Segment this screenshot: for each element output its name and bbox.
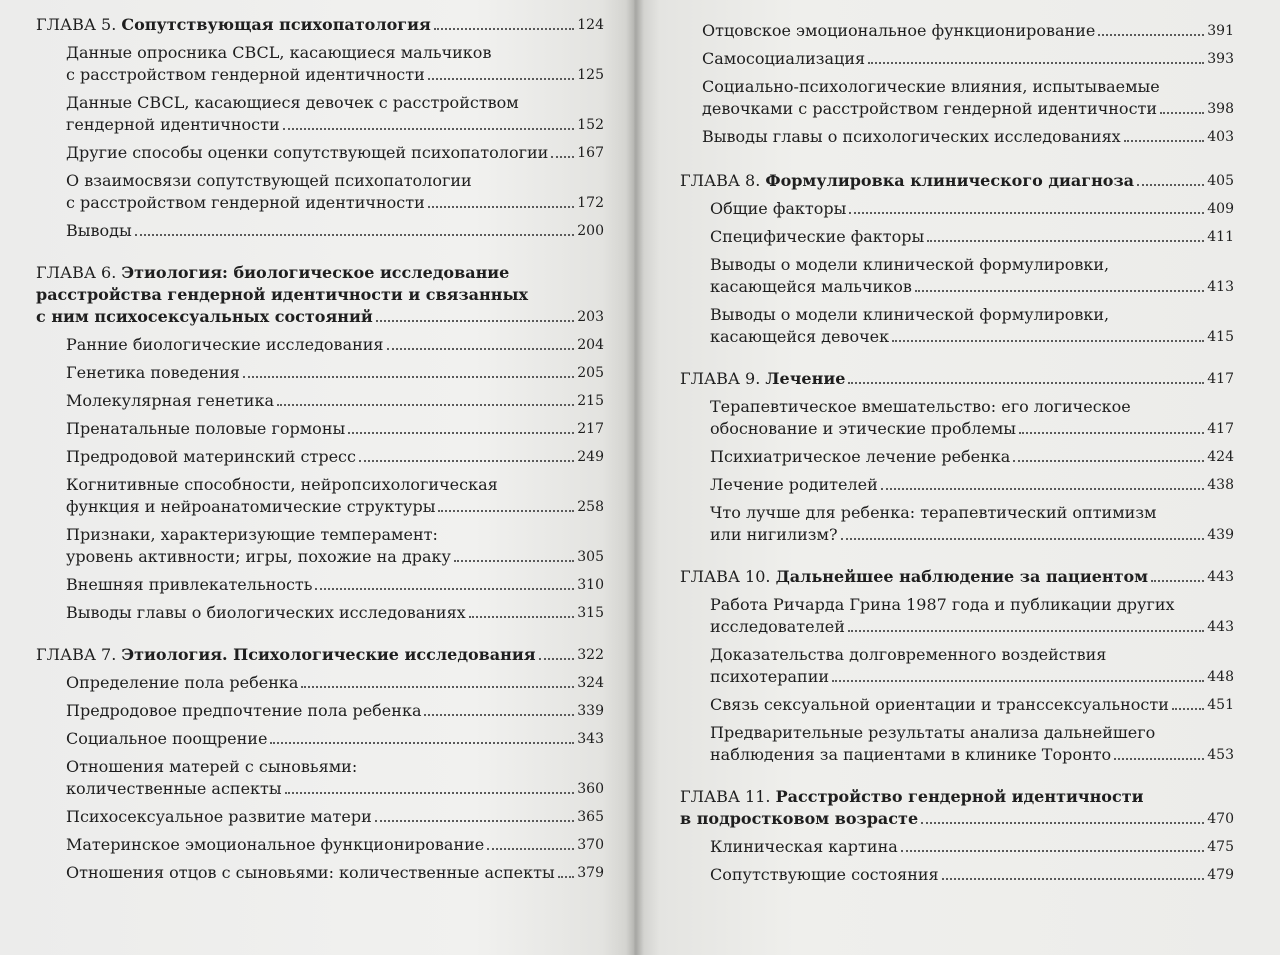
right-page — [634, 0, 1280, 955]
toc-entry: Работа Ричарда Грина 1987 года и публикации других исследователей 443 — [710, 595, 1234, 636]
chapter-title: Формулировка клинического диагноза — [765, 171, 1135, 190]
page-number: 405 — [1207, 173, 1234, 189]
toc-entry: Сопутствующие состояния 479 — [710, 865, 1234, 884]
chapter-title: Лечение — [765, 369, 846, 388]
page-number: 443 — [1207, 569, 1234, 585]
toc-entry: Психосексуальное развитие матери 365 — [66, 807, 604, 826]
chapter-7 — [36, 644, 604, 884]
toc-entry: Пренатальные половые гормоны 217 — [66, 419, 604, 438]
chapter-5 — [36, 14, 604, 242]
toc-entry: Данные опросника CBCL, касающиеся мальчиков с расстройством гендерной идентичности 125 — [66, 43, 604, 84]
toc-entry: Что лучше для ребенка: терапевтический оптимизм или нигилизм? 439 — [710, 503, 1234, 544]
chapter-heading: ГЛАВА 5. Сопутствующая психопатология 124 — [36, 15, 604, 34]
page-number: 409 — [1207, 201, 1234, 217]
toc-entry: Генетика поведения 205 — [66, 363, 604, 382]
toc-entry: Выводы о модели клинической формулировки, касающейся девочек 415 — [710, 305, 1234, 346]
toc-entry: Внешняя привлекательность 310 — [66, 575, 604, 594]
page-number: 438 — [1207, 477, 1234, 493]
chapter-heading: ГЛАВА 11. Расстройство гендерной идентичности — [680, 787, 1144, 806]
page-number: 204 — [577, 337, 604, 353]
chapter-11: ГЛАВА 11. Расстройство гендерной идентичности в подростковом возрасте 470 Клиническая картина 475 Сопутствующие состояния 479 — [680, 787, 1234, 884]
toc-entry: Выводы о модели клинической формулировки, касающейся мальчиков 413 — [710, 255, 1234, 296]
toc-entry: Связь сексуальной ориентации и транссексуальности 451 — [710, 695, 1234, 714]
page-number: 479 — [1207, 867, 1234, 883]
toc-entry: Определение пола ребенка 324 — [66, 673, 604, 692]
toc-entry: Социальное поощрение 343 — [66, 729, 604, 748]
page-number: 124 — [577, 17, 604, 33]
toc-entry: Клиническая картина 475 — [710, 837, 1234, 856]
page-number: 200 — [577, 223, 604, 239]
page-number: 451 — [1207, 697, 1234, 713]
page-number: 315 — [577, 605, 604, 621]
page-number: 470 — [1207, 811, 1234, 827]
page-number: 417 — [1207, 421, 1234, 437]
toc-entry: Предродовой материнский стресс 249 — [66, 447, 604, 466]
page-number: 310 — [577, 577, 604, 593]
toc-entry: Другие способы оценки сопутствующей психопатологии 167 — [66, 143, 604, 162]
toc-entry: Данные CBCL, касающиеся девочек с расстройством гендерной идентичности 152 — [66, 93, 604, 134]
page-number: 167 — [577, 145, 604, 161]
page-number: 403 — [1207, 129, 1234, 145]
toc-entry: Ранние биологические исследования 204 — [66, 335, 604, 354]
page-number: 411 — [1207, 229, 1234, 245]
chapter-heading: ГЛАВА 10. Дальнейшее наблюдение за пациентом 443 — [680, 567, 1234, 586]
toc-entry: Материнское эмоциональное функционирование 370 — [66, 835, 604, 854]
toc-entry: Психиатрическое лечение ребенка 424 — [710, 447, 1234, 466]
page-number: 205 — [577, 365, 604, 381]
chapter-9 — [680, 368, 1234, 546]
page-number: 203 — [577, 309, 604, 325]
page-number: 217 — [577, 421, 604, 437]
chapter-heading: ГЛАВА 9. Лечение 417 — [680, 369, 1234, 388]
page-number: 258 — [577, 499, 604, 515]
page-number: 249 — [577, 449, 604, 465]
page-number: 443 — [1207, 619, 1234, 635]
page-number: 322 — [577, 647, 604, 663]
page-number: 453 — [1207, 747, 1234, 763]
chapter-heading: ГЛАВА 8. Формулировка клинического диагноза 405 — [680, 171, 1234, 190]
page-number: 415 — [1207, 329, 1234, 345]
toc-entry: Отцовское эмоциональное функционирование 391 — [702, 21, 1234, 40]
toc-entry: Предварительные результаты анализа дальнейшего наблюдения за пациентами в клинике Торонто 453 — [710, 723, 1234, 764]
book-gutter — [626, 0, 644, 955]
toc-entry: О взаимосвязи сопутствующей психопатологии с расстройством гендерной идентичности 172 — [66, 171, 604, 212]
page-number: 339 — [577, 703, 604, 719]
toc-entry: Доказательства долговременного воздействия психотерапии 448 — [710, 645, 1234, 686]
toc-entry: Общие факторы 409 — [710, 199, 1234, 218]
chapter-title: Сопутствующая психопатология — [121, 15, 431, 34]
left-page — [0, 0, 634, 955]
dot-leader — [434, 28, 574, 30]
page-number: 398 — [1207, 101, 1234, 117]
toc-entry: Самосоциализация 393 — [702, 49, 1234, 68]
chapter-title: Дальнейшее наблюдение за пациентом — [775, 567, 1149, 586]
toc-entry: Социально-психологические влияния, испытываемые девочками с расстройством гендерной идентичности 398 — [702, 77, 1234, 118]
chapter-8 — [680, 170, 1234, 348]
chapter-7-continued — [680, 20, 1234, 148]
page-number: 215 — [577, 393, 604, 409]
toc-entry: Когнитивные способности, нейропсихологическая функция и нейроанатомические структуры 258 — [66, 475, 604, 516]
toc-entry: Предродовое предпочтение пола ребенка 339 — [66, 701, 604, 720]
page-number: 343 — [577, 731, 604, 747]
page-number: 360 — [577, 781, 604, 797]
page-number: 379 — [577, 865, 604, 881]
page-number: 370 — [577, 837, 604, 853]
page-number: 152 — [577, 117, 604, 133]
toc-entry: Специфические факторы 411 — [710, 227, 1234, 246]
toc-entry: Отношения отцов с сыновьями: количественные аспекты 379 — [66, 863, 604, 882]
page-number: 393 — [1207, 51, 1234, 67]
toc-entry: Признаки, характеризующие темперамент: уровень активности; игры, похожие на драку 305 — [66, 525, 604, 566]
page-number: 424 — [1207, 449, 1234, 465]
toc-entry: Выводы 200 — [66, 221, 604, 240]
chapter-title: Этиология. Психологические исследования — [121, 645, 536, 664]
toc-entry: Молекулярная генетика 215 — [66, 391, 604, 410]
page-number: 305 — [577, 549, 604, 565]
toc-entry: Терапевтическое вмешательство: его логическое обоснование и этические проблемы 417 — [710, 397, 1234, 438]
chapter-heading: ГЛАВА 7. Этиология. Психологические исследования 322 — [36, 645, 604, 664]
page-number: 475 — [1207, 839, 1234, 855]
page-number: 324 — [577, 675, 604, 691]
page-number: 439 — [1207, 527, 1234, 543]
toc-entry: Выводы главы о биологических исследованиях 315 — [66, 603, 604, 622]
page-number: 413 — [1207, 279, 1234, 295]
toc-entry: Лечение родителей 438 — [710, 475, 1234, 494]
toc-entry: Выводы главы о психологических исследованиях 403 — [702, 127, 1234, 146]
page-number: 417 — [1207, 371, 1234, 387]
page-number: 365 — [577, 809, 604, 825]
chapter-10 — [680, 566, 1234, 766]
toc-entry: Отношения матерей с сыновьями: количественные аспекты 360 — [66, 757, 604, 798]
page-number: 448 — [1207, 669, 1234, 685]
page-number: 391 — [1207, 23, 1234, 39]
page-number: 125 — [577, 67, 604, 83]
chapter-heading: ГЛАВА 6. Этиология: биологическое исследование — [36, 263, 510, 282]
page-number: 172 — [577, 195, 604, 211]
chapter-6: ГЛАВА 6. Этиология: биологическое исследование расстройства гендерной идентичности и связанных с ним психосексуальных состояний 203 Ранние биологические исследования 204 Генетика поведения 205 Молекулярная генетика 215 Пренатальные половые гормоны 217 Предродовой материнский стресс 249 Когнитивные способности, нейропсихологическая функция и нейроанатомические структуры 258 Признаки, характеризующие темперамент: уровень активности; игры, похожие на драку 305 Внешняя привлекательность 310 Выводы главы о биологических исследованиях 315 — [36, 263, 604, 622]
